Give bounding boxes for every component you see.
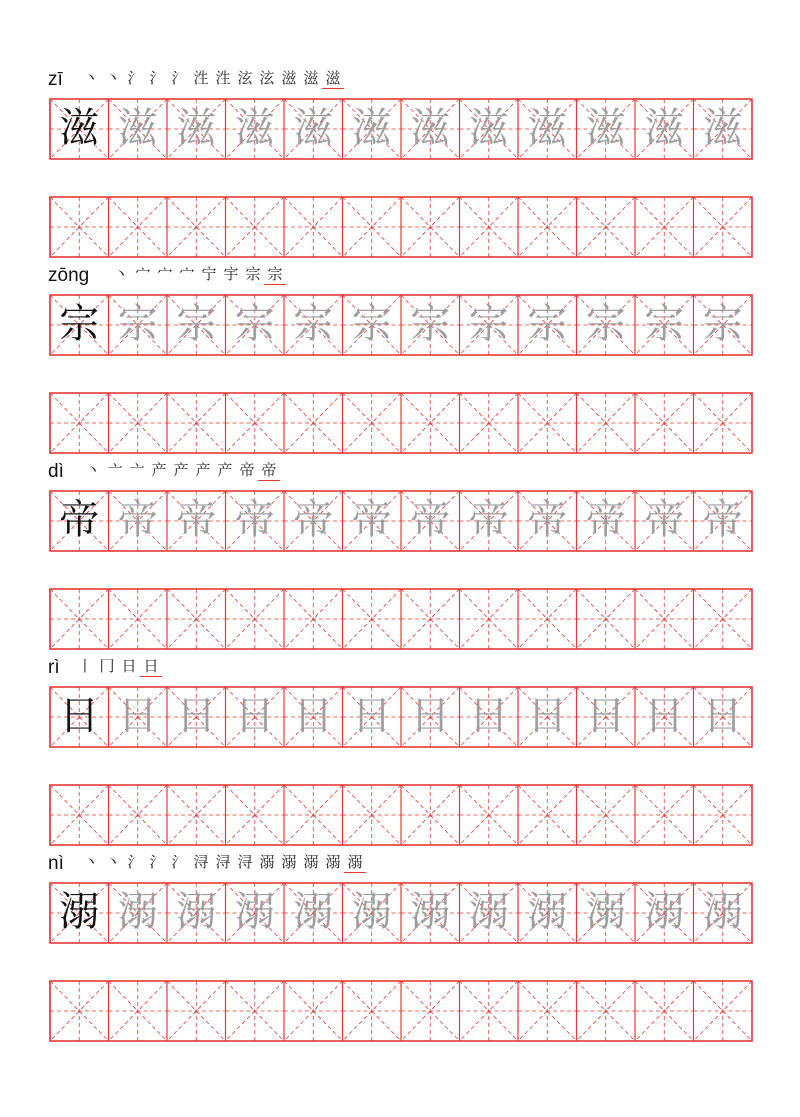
stroke-order-sequence [80,852,366,873]
tracing-character: 溺 [702,889,743,935]
stroke-step: 丶 [105,853,121,871]
model-character: 溺 [59,889,100,935]
tracing-character: 宗 [176,301,217,347]
stroke-step: 帝 [239,461,255,479]
tracing-character: 滋 [527,105,568,151]
stroke-step: 冂 [99,657,115,675]
tracing-character: 日 [585,693,626,739]
model-tracing-row [49,98,751,158]
stroke-step: 丨 [77,657,93,675]
tracing-character: 宗 [293,301,334,347]
stroke-step: 浔 [215,853,231,871]
stroke-step: 日 [140,656,162,677]
mi-grid [49,980,753,1042]
tracing-character: 溺 [176,889,217,935]
tracing-character: 溺 [410,889,451,935]
tracing-character: 宗 [527,301,568,347]
tracing-character: 溺 [293,889,334,935]
stroke-step: 产 [217,461,233,479]
stroke-step: 氵 [127,853,143,871]
pinyin-label: zī [48,69,63,90]
stroke-step: 滋 [322,68,344,89]
stroke-step: 丶 [113,265,129,283]
tracing-character: 滋 [585,105,626,151]
stroke-step: 丶 [83,853,99,871]
tracing-character: 日 [351,693,392,739]
stroke-step: 亠 [129,461,145,479]
tracing-character: 滋 [176,105,217,151]
stroke-step: 滋 [281,69,297,87]
tracing-character: 溺 [468,889,509,935]
model-tracing-row [49,294,751,354]
stroke-step: 宗 [245,265,261,283]
stroke-step: 宀 [157,265,173,283]
stroke-step: 泩 [215,69,231,87]
tracing-character: 帝 [468,497,509,543]
stroke-step: 氵 [149,853,165,871]
pinyin-label: zōng [48,265,90,286]
stroke-step: 溺 [325,853,341,871]
stroke-step: 丶 [85,461,101,479]
tracing-character: 日 [234,693,275,739]
tracing-character: 宗 [468,301,509,347]
stroke-step: 宁 [201,265,217,283]
stroke-step: 泫 [259,69,275,87]
tracing-character: 宗 [234,301,275,347]
pinyin-label: rì [48,657,60,678]
tracing-character: 日 [293,693,334,739]
stroke-step: 泫 [237,69,253,87]
stroke-step: 浔 [193,853,209,871]
stroke-step: 氵 [171,853,187,871]
tracing-character: 帝 [702,497,743,543]
stroke-step: 日 [121,657,137,675]
stroke-step: 溺 [303,853,319,871]
stroke-step: 帝 [258,460,280,481]
tracing-character: 帝 [293,497,334,543]
tracing-character: 滋 [644,105,685,151]
tracing-character: 滋 [702,105,743,151]
tracing-character: 帝 [351,497,392,543]
tracing-character: 滋 [293,105,334,151]
blank-practice-row[interactable] [49,588,751,648]
mi-grid [49,588,753,650]
tracing-character: 宗 [644,301,685,347]
mi-grid [49,784,753,846]
stroke-step: 溺 [344,852,366,873]
tracing-character: 宗 [351,301,392,347]
stroke-step: 宗 [264,264,286,285]
blank-practice-row[interactable] [49,980,751,1040]
tracing-character: 宗 [585,301,626,347]
stroke-step: 泩 [193,69,209,87]
tracing-character: 日 [527,693,568,739]
pinyin-label: dì [48,461,64,482]
tracing-character: 滋 [410,105,451,151]
stroke-step: 溺 [281,853,297,871]
model-tracing-row [49,490,751,550]
tracing-character: 日 [644,693,685,739]
stroke-step: 产 [195,461,211,479]
tracing-character: 溺 [117,889,158,935]
tracing-character: 溺 [644,889,685,935]
mi-grid [49,392,753,454]
stroke-step: 亠 [107,461,123,479]
stroke-step: 宀 [179,265,195,283]
stroke-step: 氵 [149,69,165,87]
stroke-step: 浔 [237,853,253,871]
tracing-character: 滋 [234,105,275,151]
tracing-character: 日 [702,693,743,739]
stroke-order-sequence [74,656,162,677]
tracing-character: 帝 [585,497,626,543]
stroke-step: 氵 [171,69,187,87]
model-character: 帝 [59,497,100,543]
tracing-character: 滋 [468,105,509,151]
model-tracing-row [49,686,751,746]
blank-practice-row[interactable] [49,196,751,256]
stroke-step: 溺 [259,853,275,871]
tracing-character: 日 [117,693,158,739]
tracing-character: 帝 [410,497,451,543]
tracing-character: 帝 [527,497,568,543]
tracing-character: 溺 [527,889,568,935]
tracing-character: 宗 [702,301,743,347]
stroke-step: 滋 [303,69,319,87]
stroke-order-sequence [80,68,344,89]
stroke-step: 宀 [135,265,151,283]
tracing-character: 帝 [644,497,685,543]
stroke-order-sequence [82,460,280,481]
tracing-character: 帝 [117,497,158,543]
pinyin-label: nì [48,853,64,874]
tracing-character: 滋 [117,105,158,151]
mi-grid [49,196,753,258]
model-character: 滋 [59,105,100,151]
stroke-step: 丶 [105,69,121,87]
stroke-step: 产 [173,461,189,479]
stroke-order-sequence [110,264,286,285]
tracing-character: 宗 [117,301,158,347]
stroke-step: 产 [151,461,167,479]
model-tracing-row [49,882,751,942]
tracing-character: 日 [468,693,509,739]
stroke-step: 氵 [127,69,143,87]
tracing-character: 溺 [351,889,392,935]
tracing-character: 帝 [176,497,217,543]
model-character: 宗 [59,301,100,347]
tracing-character: 帝 [234,497,275,543]
blank-practice-row[interactable] [49,784,751,844]
model-character: 日 [59,693,100,739]
stroke-step: 丶 [83,69,99,87]
tracing-character: 溺 [234,889,275,935]
tracing-character: 宗 [410,301,451,347]
tracing-character: 日 [410,693,451,739]
tracing-character: 溺 [585,889,626,935]
tracing-character: 日 [176,693,217,739]
stroke-step: 宇 [223,265,239,283]
blank-practice-row[interactable] [49,392,751,452]
tracing-character: 滋 [351,105,392,151]
